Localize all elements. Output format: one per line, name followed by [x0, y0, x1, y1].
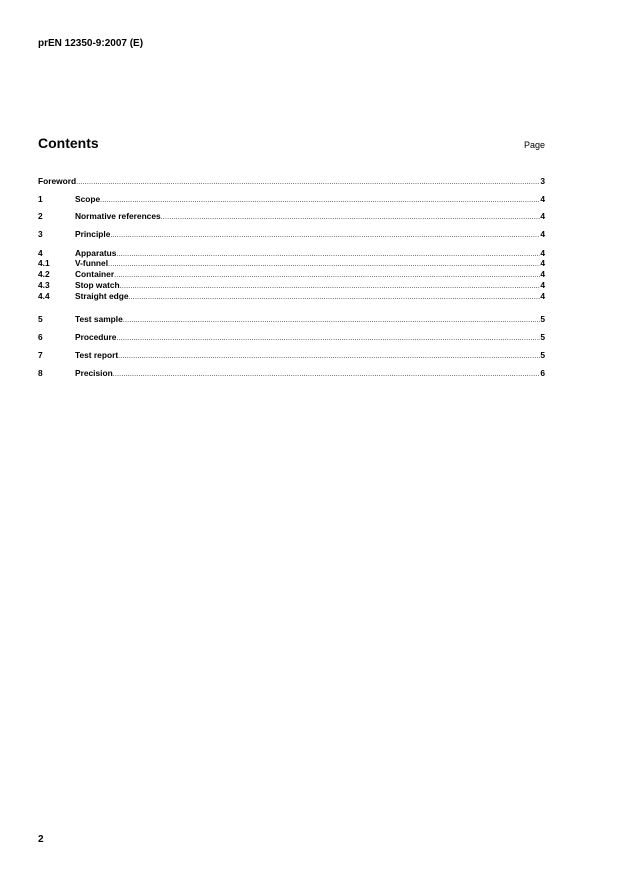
dot-leader: [114, 272, 540, 279]
dot-leader: [76, 179, 540, 186]
toc-entry-page: 4: [540, 211, 545, 221]
toc-entry-v-funnel[interactable]: [38, 258, 545, 269]
dot-leader: [116, 251, 540, 258]
toc-entry-number: 5: [38, 314, 43, 324]
toc-entry-page: 4: [540, 248, 545, 258]
toc-entry-title: Precision: [75, 368, 113, 378]
toc-entry-page: 4: [540, 258, 545, 268]
toc-entry-number: 7: [38, 350, 43, 360]
toc-entry-scope[interactable]: [38, 194, 545, 205]
toc-entry-number: 4.3: [38, 280, 50, 290]
toc-entry-title: Scope: [75, 194, 101, 204]
toc-entry-title: Stop watch: [75, 280, 120, 290]
toc-entry-number: 2: [38, 211, 43, 221]
toc-entry-straight-edge[interactable]: [38, 291, 545, 302]
page-column-label: Page: [523, 140, 545, 150]
toc-entry-page: 4: [540, 229, 545, 239]
toc-entry-page: 6: [540, 368, 545, 378]
toc-entry-test-sample[interactable]: [38, 314, 545, 325]
dot-leader: [129, 294, 541, 301]
toc-entry-page: 5: [540, 350, 545, 360]
toc-entry-title: Apparatus: [75, 248, 117, 258]
toc-entry-number: 4.2: [38, 269, 50, 279]
dot-leader: [100, 197, 540, 204]
toc-entry-page: 5: [540, 332, 545, 342]
toc-entry-precision[interactable]: [38, 368, 545, 379]
toc-entry-title: V-funnel: [75, 258, 109, 268]
toc-entry-title: Normative references: [75, 211, 161, 221]
dot-leader: [118, 353, 540, 360]
document-id: prEN 12350-9:2007 (E): [38, 38, 144, 49]
toc-entry-page: 5: [540, 314, 545, 324]
toc-entry-number: 3: [38, 229, 43, 239]
toc-entry-page: 4: [540, 291, 545, 301]
toc-entry-page: 4: [540, 269, 545, 279]
toc-entry-number: 1: [38, 194, 43, 204]
toc-entry-normative-references[interactable]: [38, 211, 545, 222]
toc-entry-number: 4.1: [38, 258, 50, 268]
toc-entry-page: 4: [540, 194, 545, 204]
toc-entry-number: 6: [38, 332, 43, 342]
toc-entry-title: Test report: [75, 350, 119, 360]
toc-entry-container[interactable]: [38, 269, 545, 280]
toc-entry-principle[interactable]: [38, 229, 545, 240]
toc-entry-test-report[interactable]: [38, 350, 545, 361]
toc-entry-number: 8: [38, 368, 43, 378]
dot-leader: [113, 371, 541, 378]
toc-entry-procedure[interactable]: [38, 332, 545, 343]
toc-entry-title: Foreword: [38, 176, 77, 186]
toc-entry-title: Container: [75, 269, 115, 279]
dot-leader: [123, 317, 541, 324]
toc-entry-stop-watch[interactable]: [38, 280, 545, 291]
dot-leader: [161, 214, 541, 221]
dot-leader: [116, 335, 540, 342]
dot-leader: [108, 261, 540, 268]
contents-heading: Contents: [38, 135, 99, 151]
toc-entry-number: 4: [38, 248, 43, 258]
dot-leader: [120, 283, 541, 290]
toc-entry-number: 4.4: [38, 291, 50, 301]
toc-entry-page: 3: [540, 176, 545, 186]
toc-entry-title: Test sample: [75, 314, 123, 324]
toc-entry-title: Principle: [75, 229, 111, 239]
toc-entry-title: Procedure: [75, 332, 117, 342]
toc-entry-title: Straight edge: [75, 291, 129, 301]
toc-entry-page: 4: [540, 280, 545, 290]
toc-entry-foreword[interactable]: [38, 176, 545, 187]
dot-leader: [110, 232, 540, 239]
page-number: 2: [38, 834, 44, 845]
